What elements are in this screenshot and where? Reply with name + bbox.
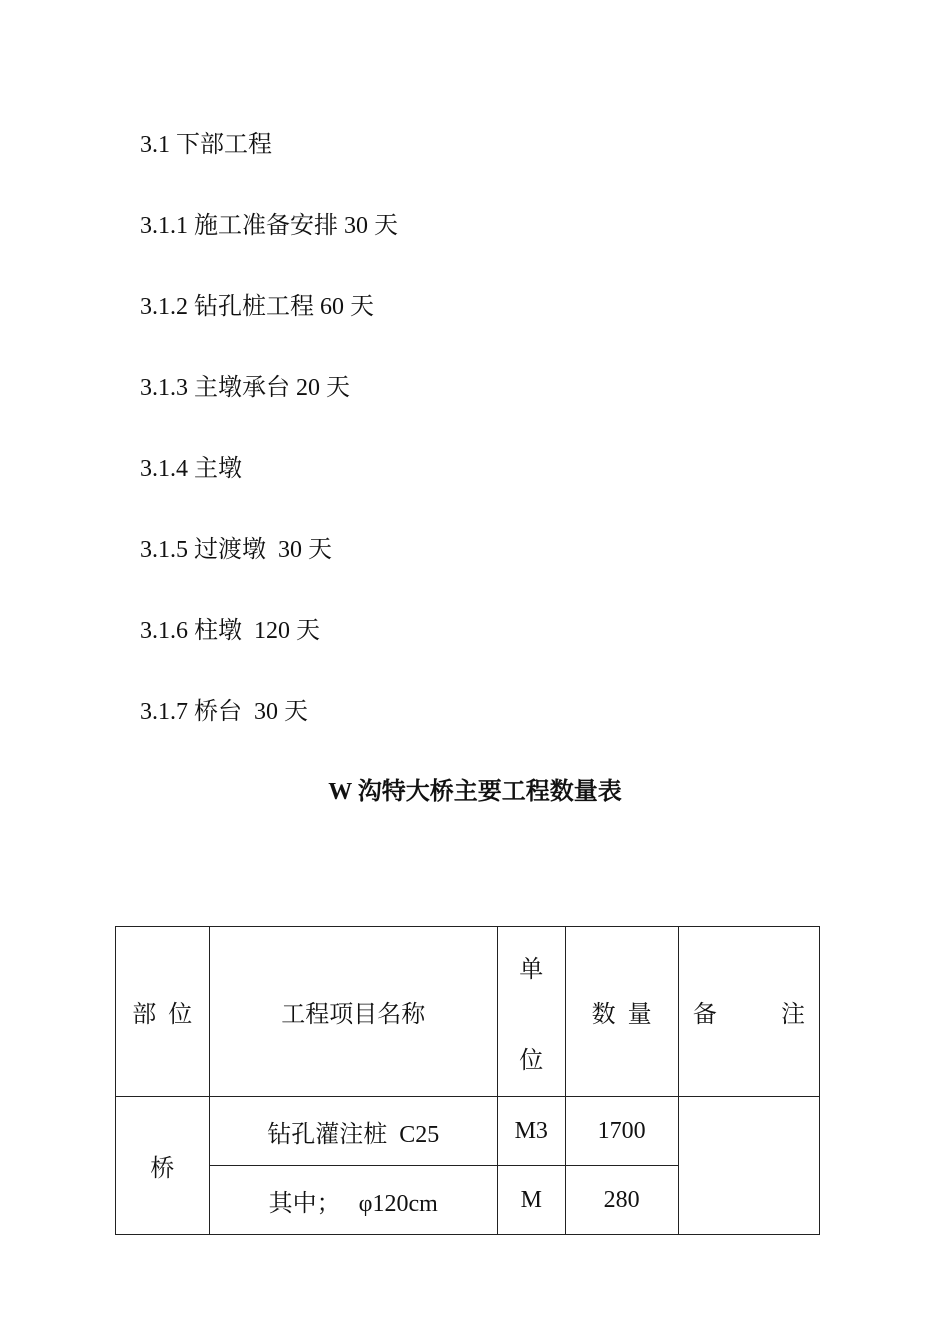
item-name-cell: [209, 1097, 497, 1166]
header-unit: [497, 927, 565, 1097]
header-qty: [565, 927, 678, 1097]
section-line-3-1-2: 3.1.2 钻孔桩工程 60 天: [140, 294, 374, 320]
header-name-label: 工程项目名称: [281, 1002, 426, 1028]
item-qty-cell: [565, 1166, 678, 1235]
item-qty-label: 1700: [597, 1117, 646, 1144]
header-note-right: 注: [781, 1002, 805, 1028]
quantity-table: [115, 926, 820, 1235]
item-name-label: 钻孔灌注桩 C25: [267, 1121, 440, 1148]
header-note: [678, 927, 819, 1097]
item-unit-label: M3: [514, 1117, 548, 1144]
section-line-3-1: 3.1 下部工程: [140, 132, 272, 158]
header-qty-label: 数 量: [591, 1002, 652, 1028]
header-name: [209, 927, 497, 1097]
item-qty-label: 280: [603, 1186, 640, 1213]
section-line-3-1-3: 3.1.3 主墩承台 20 天: [140, 375, 350, 401]
section-line-3-1-6: 3.1.6 柱墩 120 天: [140, 618, 320, 644]
table-title: W 沟特大桥主要工程数量表: [328, 779, 622, 805]
header-unit-bottom: 位: [519, 1047, 544, 1074]
table-row: [116, 1097, 820, 1166]
header-unit-top: 单: [519, 956, 544, 983]
item-qty-cell: [565, 1097, 678, 1166]
section-line-3-1-1: 3.1.1 施工准备安排 30 天: [140, 213, 398, 239]
header-part-label: 部 位: [132, 1002, 193, 1028]
part-cell-label: 桥: [150, 1156, 175, 1182]
note-cell: [678, 1097, 819, 1235]
item-unit-cell: [497, 1097, 565, 1166]
header-part: [116, 927, 210, 1097]
section-line-3-1-5: 3.1.5 过渡墩 30 天: [140, 537, 332, 563]
item-name-label: 其中； φ120cm: [268, 1190, 438, 1217]
section-line-3-1-7: 3.1.7 桥台 30 天: [140, 699, 308, 725]
item-name-cell: [209, 1166, 497, 1235]
section-line-3-1-4: 3.1.4 主墩: [140, 456, 242, 482]
part-cell: [116, 1097, 210, 1235]
item-unit-label: M: [520, 1186, 542, 1213]
header-note-left: 备: [692, 1002, 717, 1028]
item-unit-cell: [497, 1166, 565, 1235]
table-header-row: [116, 927, 820, 1097]
